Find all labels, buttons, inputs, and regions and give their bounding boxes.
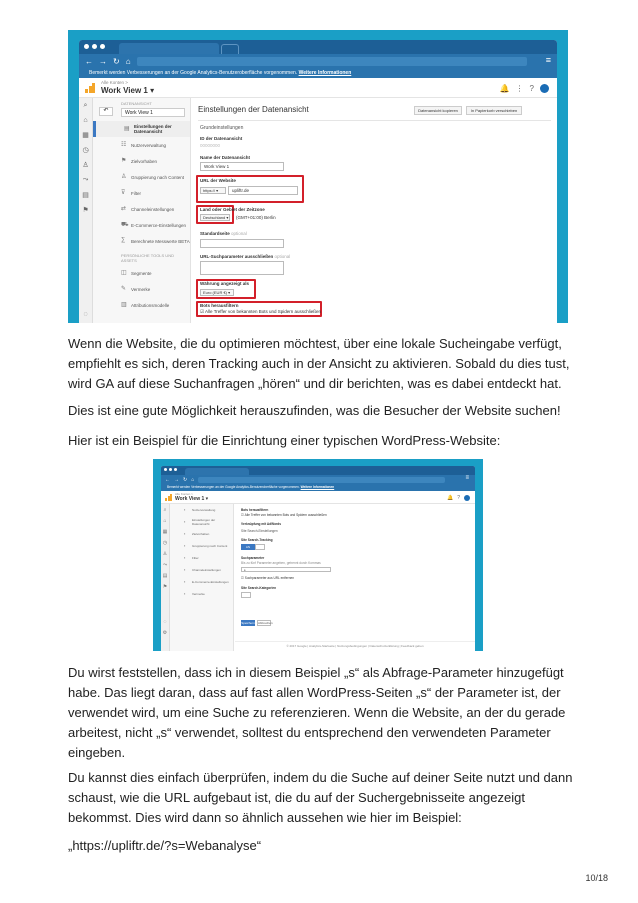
forward-icon: → [99, 56, 107, 66]
acquisition-icon: ⤳ [162, 562, 167, 568]
nav-item-label: Filter [192, 556, 199, 560]
nav-item [93, 217, 190, 233]
apps-icon: ⋮ [515, 84, 524, 93]
reload-icon: ↻ [113, 56, 120, 66]
nav-item-label: Vermerke [131, 286, 151, 292]
nav-section-heading: PERSÖNLICHE TOOLS UND ASSETS [121, 253, 174, 263]
nav-item-label: Channeleinstellungen [192, 568, 221, 572]
nav-item-label: E-Commerce-Einstellungen [131, 222, 187, 228]
browser-tab [119, 43, 219, 54]
admin-nav [93, 98, 191, 323]
header-icons-2 [447, 495, 470, 501]
page-title: Einstellungen der Datenansicht [198, 105, 309, 114]
browser-tab-2 [185, 468, 249, 475]
url-field [137, 57, 527, 66]
standard-input [200, 239, 284, 248]
window-controls [84, 44, 105, 49]
nav-item [170, 588, 233, 600]
notice-bar-2: Bemerkt werden Verbesserungen an der Google Analytics-Benutzeroberfläche vorgenommen. Weitere Informationen [161, 484, 475, 491]
nav-item [93, 233, 190, 249]
person-icon: ♙ [121, 174, 127, 180]
channel-icon: ⇄ [121, 206, 127, 212]
paragraph-parameter: Du wirst feststellen, dass ich in diesem Beispiel „s“ als Abfrage-Parameter hinzugefügt habe. Das liegt daran, dass auf fast allen WordPress-Seiten „s“ der Parameter ist, der verwendet wird, um eine Suche zu referenzieren. Wenn die Website, an der du gerade arbeitest, nicht „s“ verwendet, solltest du entsprechend den verwendeten Parameter eingeben. [68, 665, 566, 760]
ga-header [79, 78, 557, 98]
header-icons [500, 84, 549, 93]
paragraph-check: Du kannst dies einfach überprüfen, indem du die Suche auf deiner Seite nutzt und dann schaust, wie die URL aufgebaut ist, die du auf der Suchergebnisseite angezeigt bekommst. Dies wird dann so ähnlich aussehen wie hier im Beispiel: [68, 770, 573, 825]
back-icon: ← [165, 476, 170, 483]
address-bar [79, 54, 557, 68]
strip-checkbox: ☑ Suchparameter aus URL entfernen [241, 576, 295, 580]
flag-icon: ⚑ [162, 584, 168, 590]
nav-item-icon: ▪ [184, 507, 186, 512]
new-tab [221, 44, 239, 54]
calc-icon: ∑ [121, 237, 126, 243]
person-icon: ♙ [162, 551, 168, 557]
browser-tabbar [79, 40, 557, 54]
bots-label-2: Bots herausfiltern [241, 508, 269, 512]
nav-item [93, 185, 190, 201]
nav-item-icon: ▪ [184, 543, 186, 548]
exclude-textarea [200, 261, 284, 275]
bell-icon: 🔔 [499, 84, 510, 93]
forward-icon: → [174, 476, 179, 483]
nav-item [93, 137, 190, 153]
nav-item [93, 121, 190, 137]
screenshot-view-settings [68, 30, 568, 323]
name-input: Work View 1 [200, 162, 284, 171]
tracking-on-toggle: AN [241, 544, 255, 550]
flag-icon: ⚑ [121, 158, 127, 164]
query-hint: Bis zu fünf Parameter angeben, getrennt durch Kommas [241, 561, 321, 565]
dashboard-icon: ▦ [82, 132, 89, 139]
adwords-label: Verknüpfung mit AdWords [241, 522, 282, 526]
nav-item [170, 564, 233, 576]
settings-content [192, 98, 557, 323]
site-search-settings [235, 504, 475, 651]
query-label: Suchparameter [241, 556, 265, 560]
id-value: 00000000 [200, 143, 221, 148]
nav-item-label: Zielvorhaben [192, 532, 210, 536]
protocol-select: https:// ▾ [200, 187, 226, 194]
nav-item [93, 297, 190, 313]
currency-select: Euro (EUR €) ▾ [200, 289, 234, 296]
lightbulb-icon: ◌ [163, 619, 167, 625]
reload-icon: ↻ [183, 476, 188, 483]
view-selector-2: Work View 1 ▾ [175, 496, 209, 502]
tracking-off-toggle [255, 544, 265, 550]
nav-item-label: Berechnete Messwerte BETA [131, 238, 190, 244]
id-label: ID der Datenansicht [200, 136, 243, 141]
window-controls-2 [164, 468, 177, 471]
example-url: „https://upliftr.de/?s=Webanalyse“ [68, 838, 262, 853]
home-icon: ⌂ [163, 518, 167, 524]
help-icon: ? [529, 84, 534, 93]
nav-item [170, 528, 233, 540]
paragraph-opportunity: Dies ist eine gute Möglichkeit herauszufinden, was die Besucher der Website suchen! [68, 403, 561, 418]
nav-item-label: E-Commerce-Einstellungen [192, 580, 229, 584]
cart-icon: ⛟ [121, 222, 129, 228]
view-dropdown: Work View 1 [121, 108, 185, 117]
bots-checkbox-2: ☑ Alle Treffer von bekannten Bots und Spidern ausschließen [241, 513, 327, 517]
left-rail-2 [161, 504, 170, 651]
menu-icon: ≡ [545, 55, 551, 65]
acquisition-icon: ⤳ [82, 176, 89, 183]
footer: © 2017 Google | Analytics-Startseite | Nutzungsbedingungen | Datenschutzerklärung | Feedback geben [235, 641, 475, 648]
lightbulb-icon: ◌ [83, 311, 88, 318]
nav-item-label: Attributionsmodelle [131, 302, 170, 308]
nav-item-label: Nutzerverwaltung [131, 142, 167, 148]
back-icon: ← [85, 56, 93, 66]
tracking-label: Site Search-Tracking [241, 538, 273, 542]
nav-item [93, 281, 190, 297]
search-icon: ⌕ [163, 507, 167, 513]
admin-nav-2 [170, 504, 234, 651]
nav-item [93, 265, 190, 281]
nav-item-label: Einstellungen der Datenansicht [134, 124, 172, 134]
nav-item [93, 169, 190, 185]
nav-item-label: Nutzerverwaltung [192, 508, 216, 512]
cancel-button: Abbrechen [258, 621, 273, 625]
nav-item [170, 516, 233, 528]
nav-item-icon: ▪ [184, 531, 186, 536]
country-select: Deutschland ▾ [200, 214, 230, 221]
segment-icon: ◫ [121, 270, 127, 276]
filter-icon: ⊽ [121, 190, 126, 196]
avatar [540, 84, 549, 93]
analytics-logo-icon [85, 83, 95, 93]
bots-label: Bots herausfiltern [200, 303, 239, 308]
nav-item-label: Segmente [131, 270, 152, 276]
category-toggle [241, 592, 251, 598]
nav-item-label: Channeleinstellungen [131, 206, 175, 212]
nav-item-label: Zielvorhaben [131, 158, 158, 164]
exclude-label: URL-Suchparameter ausschließen optional [200, 254, 291, 259]
screenshot-site-search [153, 459, 483, 651]
view-selector: Work View 1 ▾ [101, 86, 155, 95]
currency-label: Währung angezeigt als [200, 281, 250, 286]
ga-header-2 [161, 491, 475, 504]
site-search-heading: Site Search-Einstellungen [241, 529, 278, 533]
flag-icon: ⚑ [82, 207, 89, 214]
nav-item [93, 201, 190, 217]
breadcrumb-2: Alle Konten > [175, 492, 193, 496]
browser-window [79, 40, 557, 323]
category-label: Site Search-Kategorien [241, 586, 277, 590]
home-icon: ⌂ [191, 476, 195, 483]
bell-icon: 🔔 [446, 495, 454, 501]
url-input: upliftr.de [228, 186, 298, 195]
nav-item-label: Filter [131, 190, 141, 196]
behavior-icon: ▤ [162, 573, 168, 579]
section-basic: Grundeinstellungen [200, 125, 244, 131]
save-button: Speichern [241, 621, 255, 625]
nav-item [93, 153, 190, 169]
address-bar-2 [161, 475, 475, 484]
paragraph-site-search: Wenn die Website, die du optimieren möchtest, über eine lokale Sucheingabe verfügt, empfiehlt es sich, deren Tracking auch in der Ansicht zu aktivieren. Sobald du dies tust, wird GA auf diese Suchanfragen „hören“ und dir berichten, was es dabei entdeckt hat. [68, 336, 570, 391]
nav-item-label: Vermerke [192, 592, 205, 596]
nav-item-label: Gruppierung nach Content [131, 174, 185, 180]
menu-icon: ≡ [465, 475, 469, 481]
timezone-label: Land oder Gebiet der Zeitzone [200, 207, 265, 212]
home-icon: ⌂ [125, 56, 131, 66]
notice-bar: Bemerkt werden Verbesserungen an der Google Analytics-Benutzeroberfläche vorgenommen. Weitere Informationen [79, 68, 557, 78]
nav-heading: DATENANSICHT [121, 101, 152, 106]
back-button: ↶ [99, 107, 113, 116]
dashboard-icon: ▦ [162, 529, 168, 535]
nav-item-label: Einstellungen der Datenansicht [192, 518, 216, 526]
nav-item-icon: ▪ [184, 555, 186, 560]
query-input: s [241, 567, 331, 572]
timezone-value: (GMT+01:00) Berlin [236, 215, 276, 220]
nav-item [170, 540, 233, 552]
behavior-icon: ▤ [82, 192, 89, 199]
nav-item [170, 552, 233, 564]
nav-item-label: Gruppierung nach Content [192, 544, 228, 548]
paragraph-example-intro: Hier ist ein Beispiel für die Einrichtung einer typischen WordPress-Website: [68, 433, 501, 448]
search-icon: ⌕ [83, 102, 88, 109]
person-icon: ♙ [82, 162, 89, 169]
trash-button: In Papierkorb verschieben [466, 106, 522, 115]
url-label: URL der Website [200, 178, 236, 183]
document-icon: ▤ [124, 126, 130, 132]
browser-tabbar-2 [161, 466, 475, 475]
browser-window-2 [161, 466, 475, 651]
standard-label: Standardseite optional [200, 231, 247, 236]
analytics-logo-icon [165, 494, 172, 501]
url-field-2 [198, 477, 445, 483]
copy-view-button: Datenansicht kopieren [414, 106, 462, 115]
nav-item [170, 504, 233, 516]
bots-checkbox: ☑ Alle Treffer von bekannten Bots und Spidern ausschließen [200, 309, 322, 314]
nav-item [170, 576, 233, 588]
left-rail [79, 98, 93, 323]
nav-item-icon: ▪ [184, 591, 186, 596]
note-icon: ✎ [121, 286, 127, 292]
chart-icon: ▥ [121, 302, 127, 308]
page-number: 10/18 [585, 873, 608, 883]
nav-item-icon: ▪ [184, 567, 186, 572]
nav-item-icon: ▪ [184, 519, 186, 524]
breadcrumb: Alle Konten > [101, 80, 128, 85]
name-label: Name der Datenansicht [200, 155, 251, 160]
home-icon: ⌂ [83, 117, 88, 124]
gear-icon: ⚙ [162, 630, 168, 636]
help-icon: ? [457, 495, 460, 501]
nav-item-icon: ▪ [184, 579, 186, 584]
clock-icon: ◷ [82, 147, 89, 154]
clock-icon: ◷ [162, 540, 168, 546]
users-icon: ☷ [121, 142, 127, 148]
avatar [464, 495, 470, 501]
